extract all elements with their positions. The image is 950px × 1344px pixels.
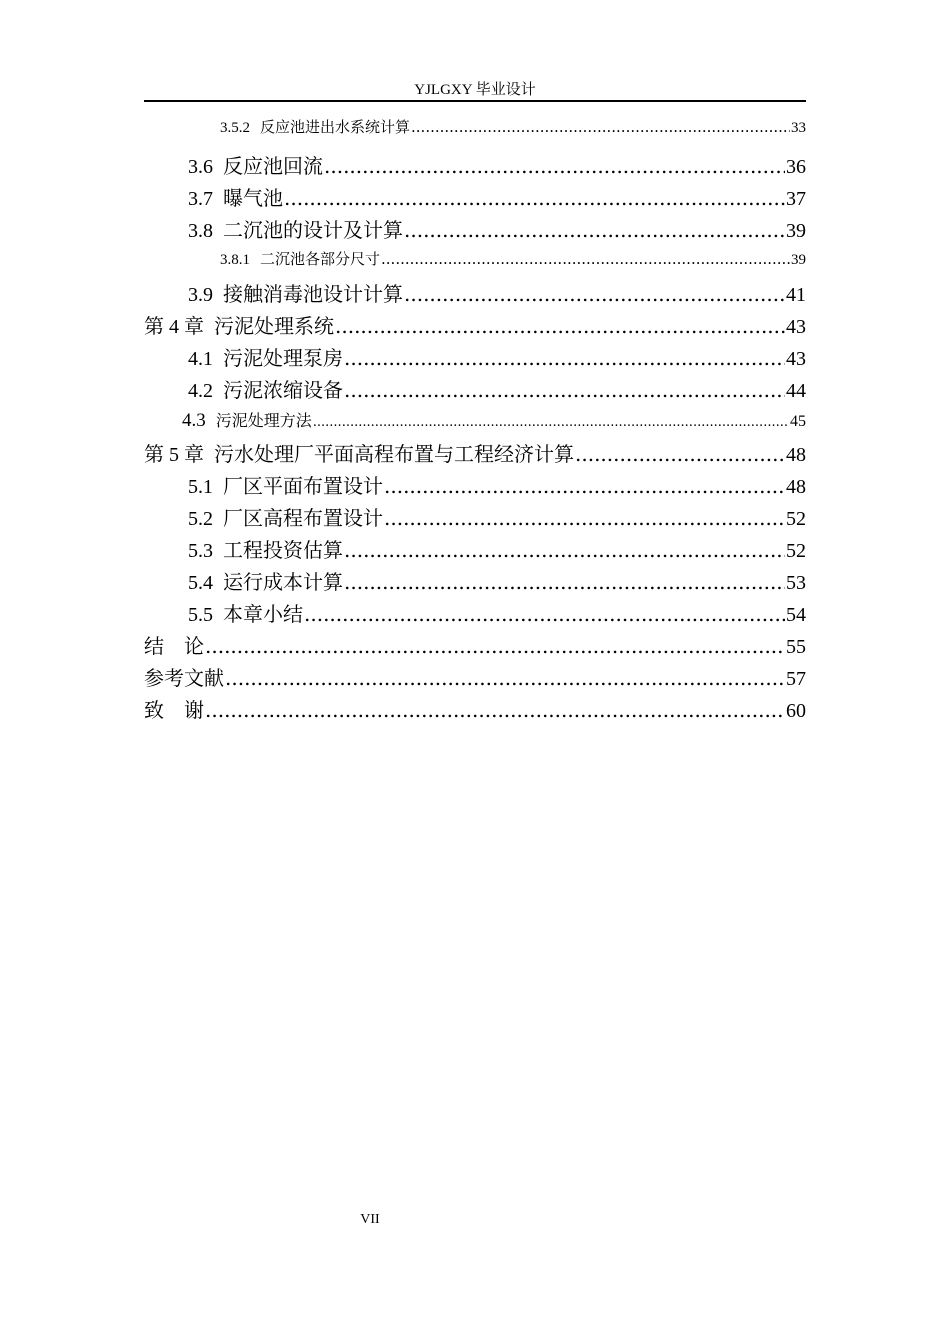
toc-entry-number: 5.4 (188, 572, 213, 594)
page-number-footer: VII (360, 1212, 380, 1227)
toc-entry-page: 52 (786, 508, 806, 530)
toc-entry-leader (404, 282, 785, 306)
toc-entry[interactable] (144, 694, 806, 723)
toc-entry-title: 参考文献 (144, 666, 224, 690)
toc-entry-leader (344, 538, 785, 562)
toc-entry-page: 39 (786, 220, 806, 242)
toc-entry-page: 36 (786, 156, 806, 178)
toc-entry-title: 厂区高程布置设计 (223, 506, 383, 530)
toc-entry-page: 39 (791, 252, 806, 268)
toc-entry[interactable] (144, 342, 806, 371)
toc-entry-page: 55 (786, 636, 806, 658)
toc-entry-page: 43 (786, 316, 806, 338)
toc-entry-page: 43 (786, 348, 806, 370)
toc-entry[interactable] (144, 534, 806, 563)
toc-entry-title: 污水处理厂平面高程布置与工程经济计算 (214, 442, 574, 466)
toc-entry-leader (404, 218, 785, 242)
toc-entry-leader (205, 634, 785, 658)
toc-entry-leader (381, 250, 790, 268)
toc-entry-page: 54 (786, 604, 806, 626)
toc-entry-leader (205, 698, 785, 722)
toc-entry-leader (575, 442, 785, 466)
toc-entry-page: 52 (786, 540, 806, 562)
toc-entry-number: 3.7 (188, 188, 213, 210)
toc-entry[interactable] (144, 662, 806, 691)
toc-entry-number: 3.5.2 (220, 120, 250, 136)
toc-entry-title: 致 谢 (144, 698, 204, 722)
toc-entry[interactable] (144, 566, 806, 595)
toc-entry-number: 4.1 (188, 348, 213, 370)
toc-entry-page: 60 (786, 700, 806, 722)
toc-entry-page: 33 (791, 120, 806, 136)
toc-entry[interactable] (144, 408, 806, 432)
toc-entry-title: 运行成本计算 (223, 570, 343, 594)
toc-entry[interactable] (144, 182, 806, 211)
toc-entry-page: 44 (786, 380, 806, 402)
toc-entry-title: 本章小结 (223, 602, 303, 626)
toc-entry-title: 反应池回流 (223, 154, 323, 178)
toc-entry[interactable] (144, 438, 806, 467)
toc-entry-title: 曝气池 (223, 186, 283, 210)
toc-entry-number: 4.2 (188, 380, 213, 402)
toc-entry-number: 3.8.1 (220, 252, 250, 268)
toc-entry-number: 5.1 (188, 476, 213, 498)
toc-entry-title: 结 论 (144, 634, 204, 658)
toc-entry-leader (313, 415, 789, 430)
toc-entry-number: 5.2 (188, 508, 213, 530)
toc-entry-leader (344, 378, 785, 402)
toc-entry-leader (335, 314, 785, 338)
toc-entry-page: 41 (786, 284, 806, 306)
toc-entry[interactable] (144, 502, 806, 531)
toc-entry-title: 污泥处理泵房 (223, 346, 343, 370)
toc-entry-leader (304, 602, 785, 626)
toc-entry-leader (384, 506, 785, 530)
toc-entry-title: 污泥浓缩设备 (223, 378, 343, 402)
toc-entry-number: 3.8 (188, 220, 213, 242)
toc-entry[interactable] (144, 214, 806, 243)
toc-entry-title: 接触消毒池设计计算 (223, 282, 403, 306)
toc-entry-title: 污泥处理系统 (214, 314, 334, 338)
toc-entry-number: 5.3 (188, 540, 213, 562)
toc-entry-number: 5.5 (188, 604, 213, 626)
toc-entry-number: 3.9 (188, 284, 213, 306)
toc-entry-number: 第 5 章 (144, 444, 204, 466)
page-header: YJLGXY 毕业设计 (414, 82, 536, 98)
toc-entry-page: 37 (786, 188, 806, 210)
toc-entry[interactable] (144, 598, 806, 627)
toc-entry-number: 第 4 章 (144, 316, 204, 338)
header-divider (144, 100, 806, 102)
toc-entry-page: 53 (786, 572, 806, 594)
toc-entry[interactable] (144, 630, 806, 659)
toc-entry-title: 污泥处理方法 (215, 411, 312, 430)
toc-entry-leader (411, 118, 790, 136)
toc-entry-leader (344, 346, 785, 370)
toc-entry-title: 工程投资估算 (223, 538, 343, 562)
toc-entry-title: 厂区平面布置设计 (223, 474, 383, 498)
toc-entry-number: 4.3 (182, 410, 206, 431)
toc-entry[interactable] (144, 150, 806, 179)
toc-entry[interactable] (144, 310, 806, 339)
toc-entry-number: 3.6 (188, 156, 213, 178)
toc-entry-leader (284, 186, 785, 210)
toc-entry[interactable] (144, 470, 806, 499)
toc-entry-page: 48 (786, 444, 806, 466)
toc-entry[interactable] (144, 374, 806, 403)
toc-entry-page: 48 (786, 476, 806, 498)
toc-entry-page: 45 (790, 413, 806, 430)
toc-entry-title: 二沉池的设计及计算 (223, 218, 403, 242)
toc-entry-page: 57 (786, 668, 806, 690)
toc-entry-leader (384, 474, 785, 498)
toc-entry-title: 反应池进出水系统计算 (260, 118, 411, 136)
toc-entry[interactable] (144, 248, 806, 269)
toc-entry-leader (225, 666, 785, 690)
toc-entry[interactable] (144, 278, 806, 307)
toc-entry-title: 二沉池各部分尺寸 (260, 250, 381, 268)
toc-entry-leader (344, 570, 785, 594)
toc-entry-leader (324, 154, 785, 178)
toc-entry[interactable] (144, 116, 806, 137)
